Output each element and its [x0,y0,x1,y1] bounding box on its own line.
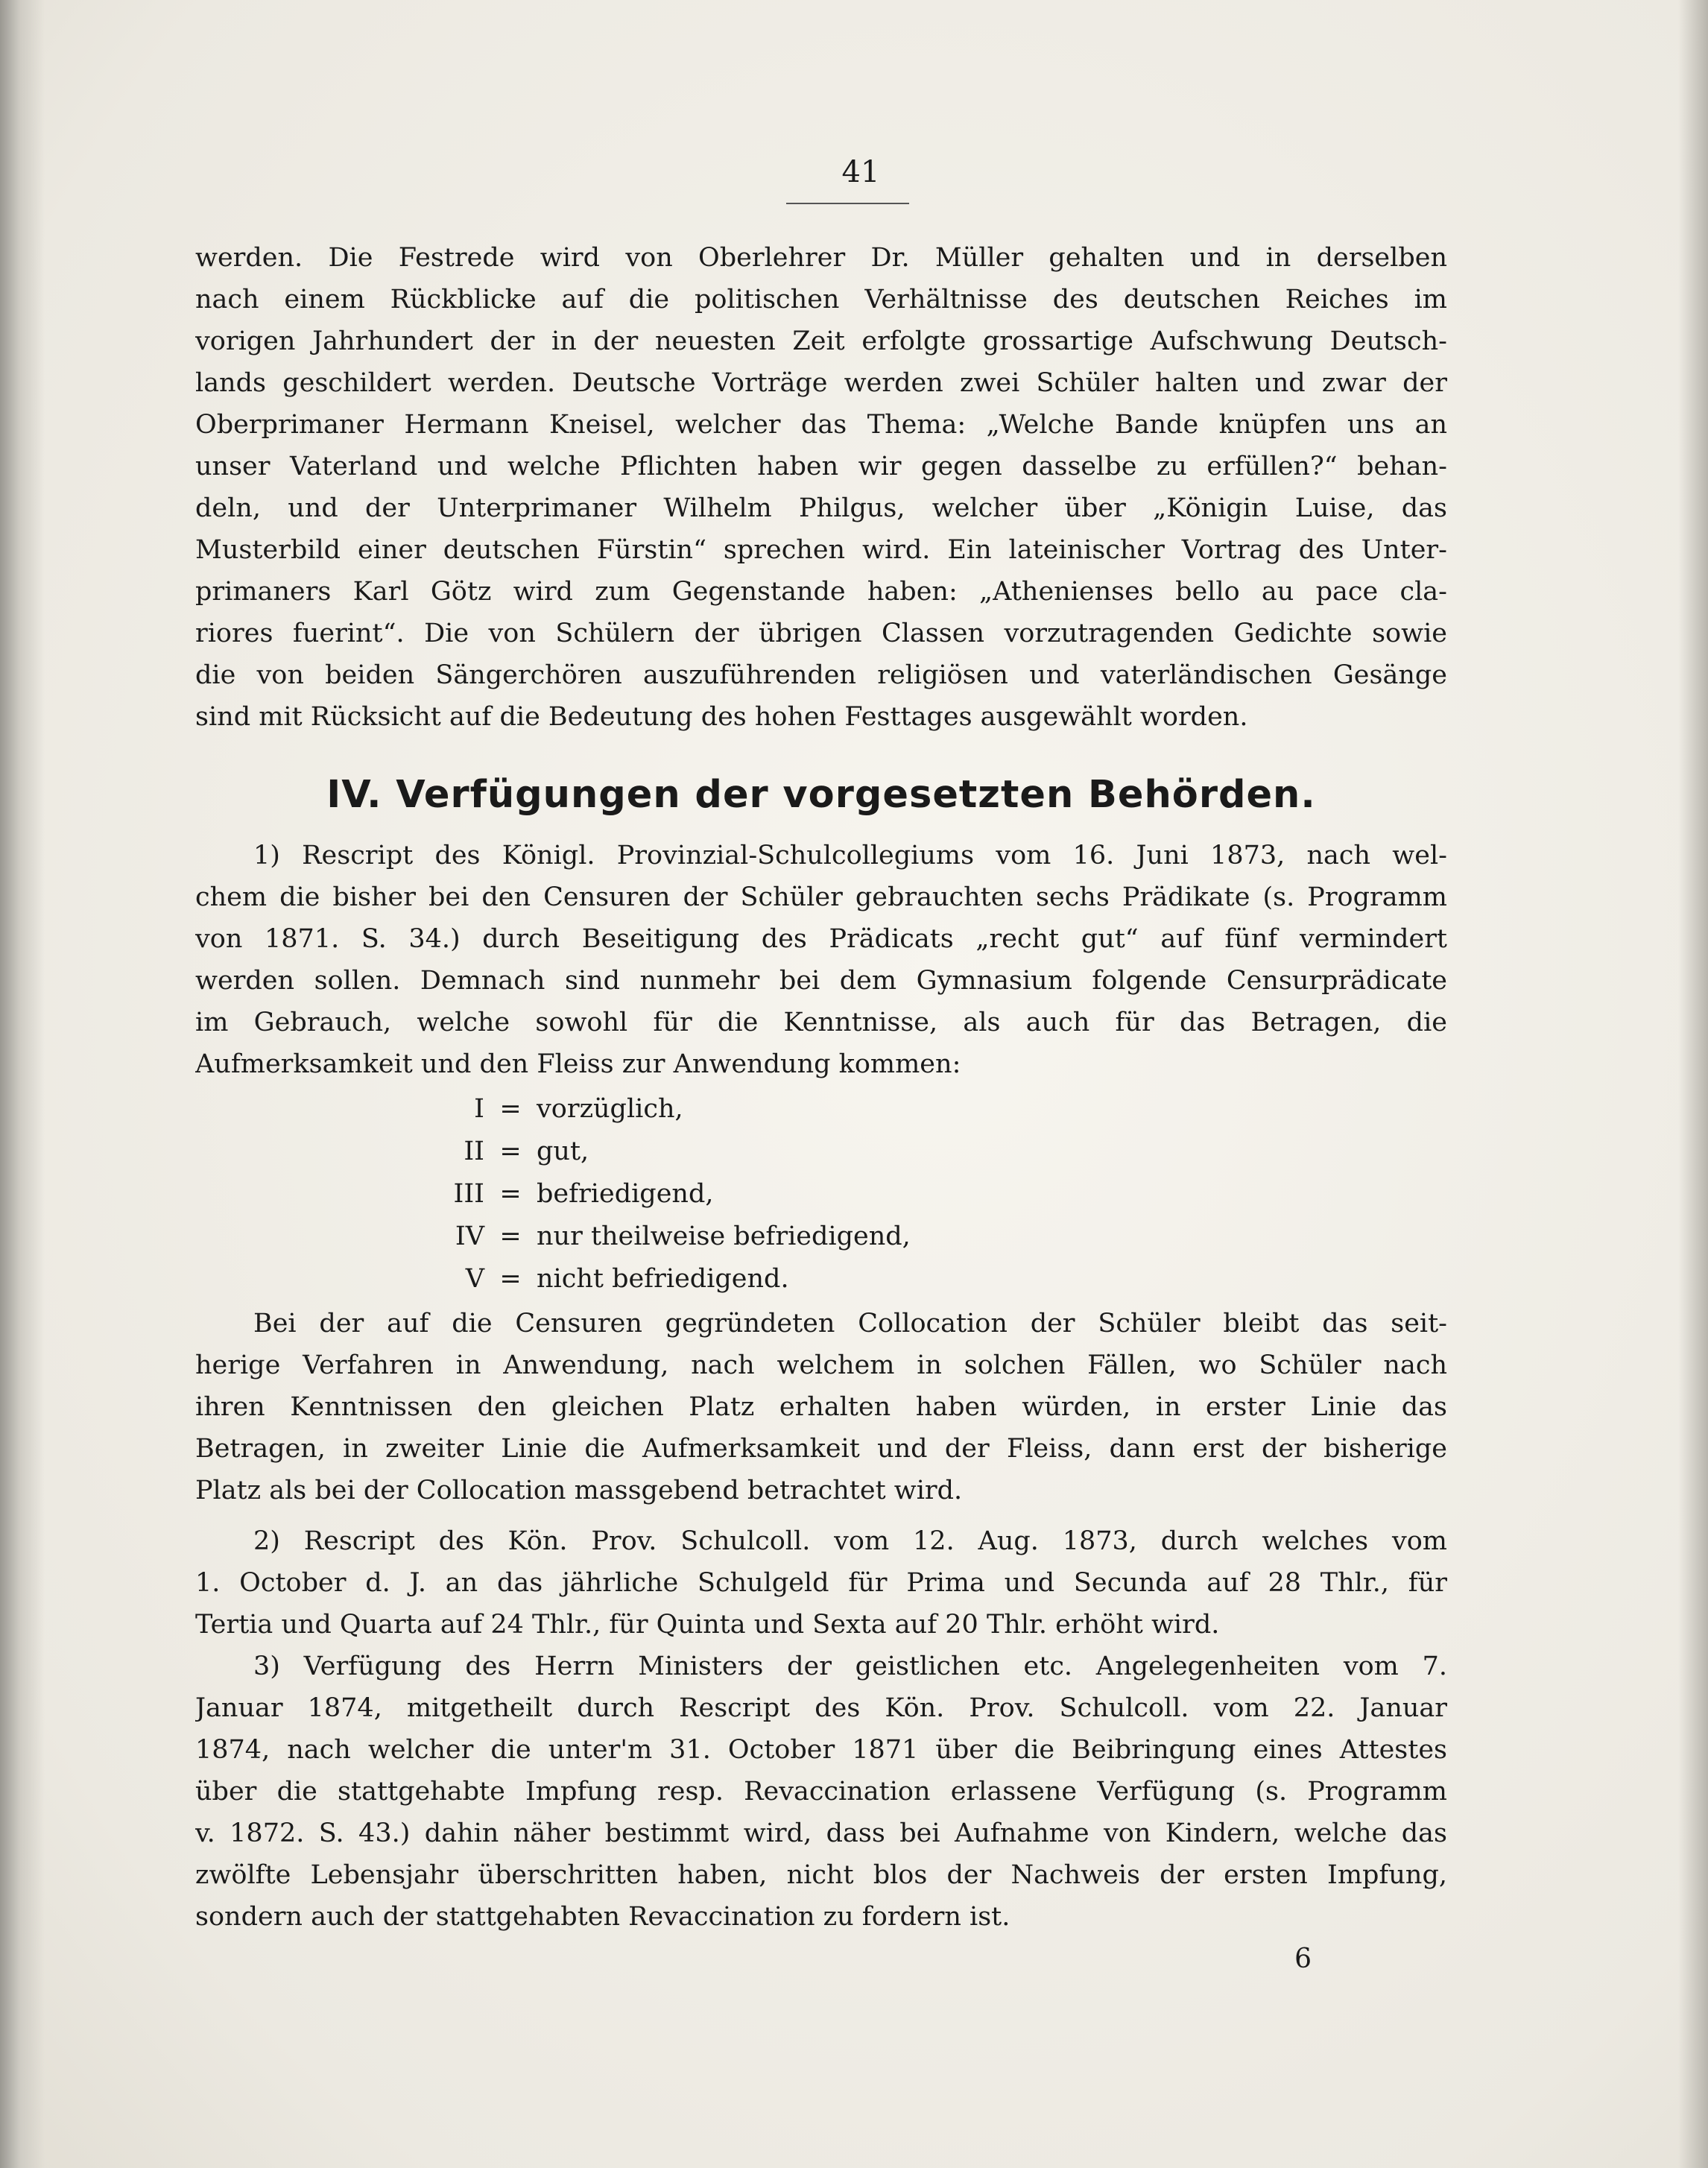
grade-numeral: II [464,1137,484,1166]
grade-label: befriedigend, [537,1179,714,1209]
grade-list [417,1088,984,1301]
grade-label: vorzüglich, [537,1094,683,1124]
header-rule [786,203,909,204]
grade-label: gut, [537,1137,589,1166]
text-line: Januar 1874, mitgetheilt durch Rescript des Kön. Prov. Schulcoll. vom 22. Januar [195,1693,1447,1723]
page-number: 41 [841,155,880,189]
signature-number: 6 [1294,1944,1312,1974]
text-line: 1874, nach welcher die unter'm 31. October 1871 über die Beibringung eines Attestes [195,1735,1447,1765]
text-line: 3) Verfügung des Herrn Ministers der geistlichen etc. Angelegenheiten vom 7. [253,1652,1447,1681]
text-line: Musterbild einer deutschen Fürstin“ sprechen wird. Ein lateinischer Vortrag des Unter- [195,535,1447,565]
text-line: primaners Karl Götz wird zum Gegenstande haben: „Athenienses bello au pace cla- [195,577,1447,607]
text-line: Bei der auf die Censuren gegründeten Collocation der Schüler bleibt das seit- [253,1309,1447,1339]
text-line: sondern auch der stattgehabten Revaccination zu fordern ist. [195,1902,1010,1932]
text-line: zwölfte Lebensjahr überschritten haben, nicht blos der Nachweis der ersten Impfung, [195,1860,1447,1890]
paragraph-festrede [195,237,1447,738]
section-heading: IV. Verfügungen der vorgesetzten Behörden. [326,773,1316,817]
grade-equals: = [499,1094,522,1124]
text-line: ihren Kenntnissen den gleichen Platz erhalten haben würden, in erster Linie das [195,1392,1447,1422]
grade-numeral: IV [455,1222,484,1251]
text-line: riores fuerint“. Die von Schülern der übrigen Classen vorzutragenden Gedichte sowie [195,619,1447,648]
paragraph-rescript-2 [195,1520,1447,1646]
text-line: Oberprimaner Hermann Kneisel, welcher das Thema: „Welche Bande knüpfen uns an [195,410,1447,440]
text-line: 1) Rescript des Königl. Provinzial-Schulcollegiums vom 16. Juni 1873, nach wel- [253,841,1447,870]
grade-numeral: III [453,1179,484,1209]
text-line: deln, und der Unterprimaner Wilhelm Philgus, welcher über „Königin Luise, das [195,493,1447,523]
text-line: im Gebrauch, welche sowohl für die Kenntnisse, als auch für das Betragen, die [195,1008,1447,1037]
text-line: vorigen Jahrhundert der in der neuesten Zeit erfolgte grossartige Aufschwung Deutsch- [195,326,1447,356]
text-line: Aufmerksamkeit und den Fleiss zur Anwendung kommen: [195,1049,961,1079]
grade-row [417,1088,984,1131]
grade-row [417,1131,984,1173]
text-line: die von beiden Sängerchören auszuführenden religiösen und vaterländischen Gesänge [195,660,1447,690]
page-edge-left [0,0,45,2168]
text-line: chem die bisher bei den Censuren der Schüler gebrauchten sechs Prädikate (s. Programm [195,882,1447,912]
grade-label: nicht befriedigend. [537,1264,789,1294]
text-line: über die stattgehabte Impfung resp. Revaccination erlassene Verfügung (s. Programm [195,1777,1447,1807]
text-line: von 1871. S. 34.) durch Beseitigung des Prädicats „recht gut“ auf fünf vermindert [195,924,1447,954]
text-line: unser Vaterland und welche Pflichten haben wir gegen dasselbe zu erfüllen?“ behan- [195,452,1447,481]
paragraph-rescript-1 [195,835,1447,1085]
paragraph-verfuegung-3 [195,1646,1447,1938]
text-line: sind mit Rücksicht auf die Bedeutung des hohen Festtages ausgewählt worden. [195,702,1248,732]
text-line: 2) Rescript des Kön. Prov. Schulcoll. vom 12. Aug. 1873, durch welches vom [253,1526,1447,1556]
grade-equals: = [499,1222,522,1251]
text-line: Platz als bei der Collocation massgebend betrachtet wird. [195,1476,963,1505]
text-line: nach einem Rückblicke auf die politischen Verhältnisse des deutschen Reiches im [195,285,1447,315]
grade-equals: = [499,1137,522,1166]
text-line: werden sollen. Demnach sind nunmehr bei dem Gymnasium folgende Censurprädicate [195,966,1447,996]
text-line: herige Verfahren in Anwendung, nach welchem in solchen Fällen, wo Schüler nach [195,1350,1447,1380]
text-line: 1. October d. J. an das jährliche Schulgeld für Prima und Secunda auf 28 Thlr., für [195,1568,1447,1598]
grade-equals: = [499,1179,522,1209]
text-line: werden. Die Festrede wird von Oberlehrer Dr. Müller gehalten und in derselben [195,243,1447,273]
text-line: lands geschildert werden. Deutsche Vorträge werden zwei Schüler halten und zwar der [195,368,1447,398]
grade-equals: = [499,1264,522,1294]
grade-numeral: I [474,1094,484,1124]
page-edge-right [1678,0,1708,2168]
grade-row [417,1216,984,1258]
grade-numeral: V [465,1264,484,1294]
grade-label: nur theilweise befriedigend, [537,1222,911,1251]
paragraph-collocation [195,1303,1447,1511]
text-line: Betragen, in zweiter Linie die Aufmerksamkeit und der Fleiss, dann erst der bisherige [195,1434,1447,1464]
grade-row [417,1258,984,1301]
grade-row [417,1173,984,1216]
text-line: v. 1872. S. 43.) dahin näher bestimmt wird, dass bei Aufnahme von Kindern, welche das [195,1818,1447,1848]
text-line: Tertia und Quarta auf 24 Thlr., für Quinta und Sexta auf 20 Thlr. erhöht wird. [195,1610,1220,1640]
